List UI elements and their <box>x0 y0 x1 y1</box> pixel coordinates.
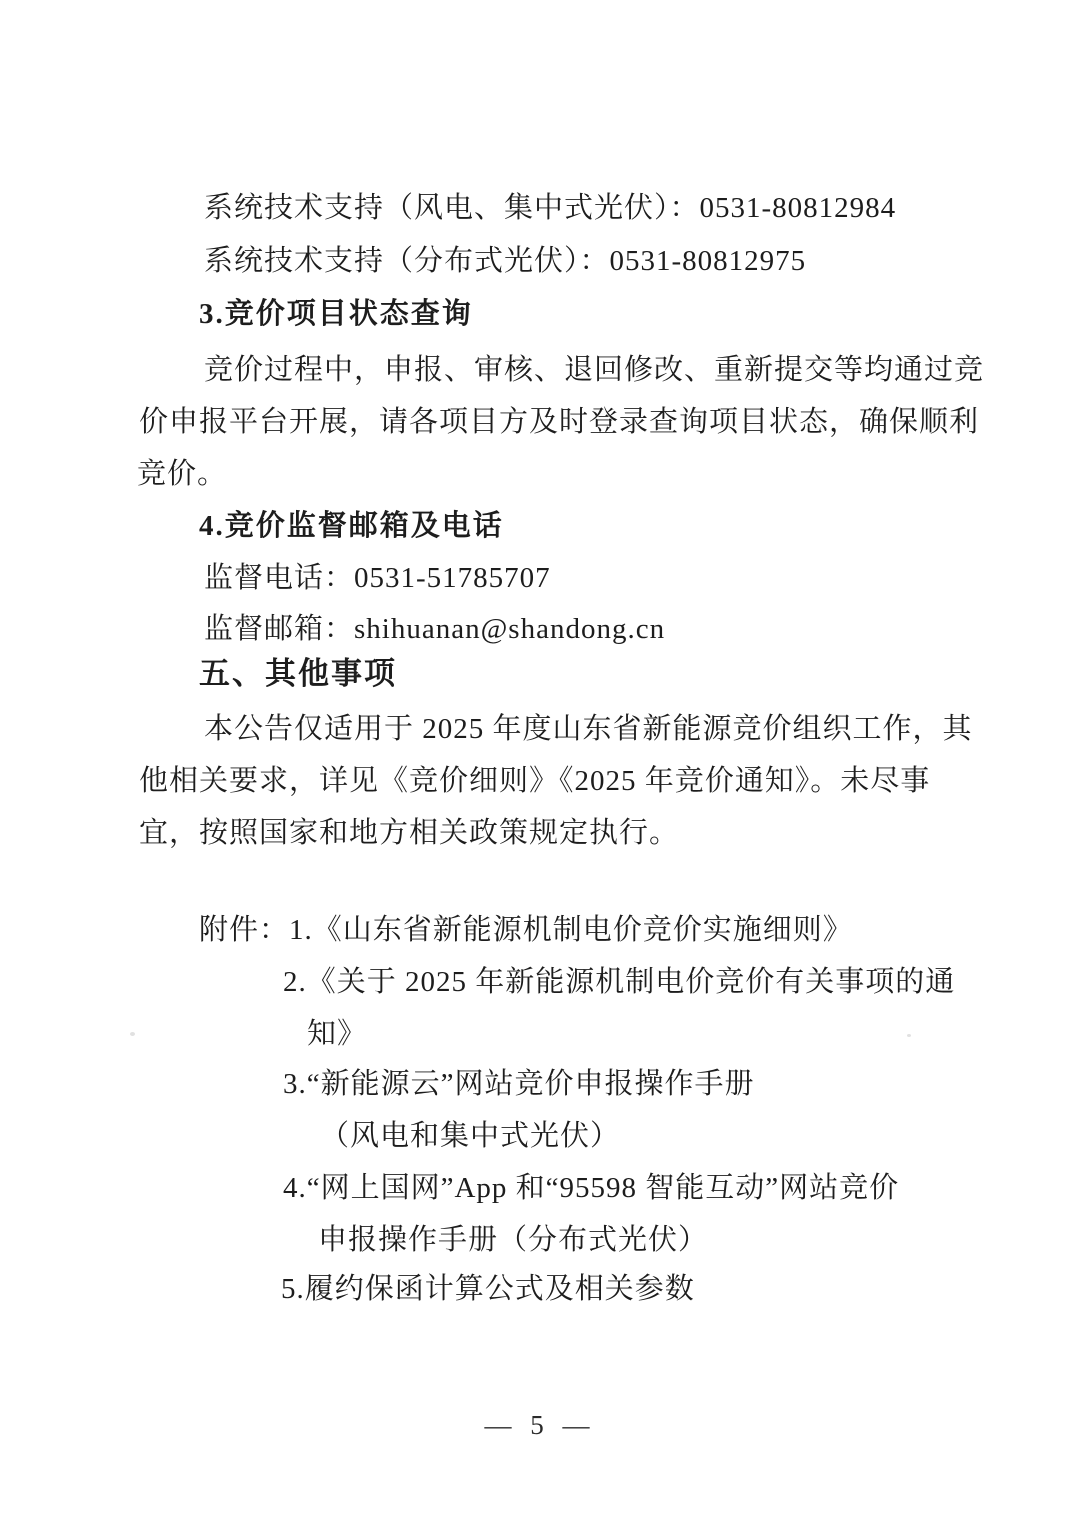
scan-speck <box>130 1032 135 1036</box>
attachment-item-4-continued: 申报操作手册（分布式光伏） <box>318 1224 709 1256</box>
attachment-item-5: 5.履约保函计算公式及相关参数 <box>281 1273 695 1305</box>
attachment-item-3: 3.“新能源云”网站竞价申报操作手册 <box>283 1068 755 1100</box>
supervision-email-line: 监督邮箱：shihuanan@shandong.cn <box>204 613 666 645</box>
attachment-item-2-continued: 知》 <box>307 1018 368 1050</box>
contact-line-wind-central-pv: 系统技术支持（风电、集中式光伏）：0531-80812984 <box>204 192 897 224</box>
attachment-item-3-continued: （风电和集中式光伏） <box>320 1120 621 1152</box>
section3-paragraph-line: 竞价过程中，申报、审核、退回修改、重新提交等均通过竞 <box>204 354 985 386</box>
contact-line-distributed-pv: 系统技术支持（分布式光伏）：0531-80812975 <box>204 245 807 277</box>
section3-paragraph-line: 竞价。 <box>137 458 228 490</box>
attachments-label: 附件： <box>199 914 290 946</box>
supervision-phone-line: 监督电话：0531-51785707 <box>204 562 551 594</box>
section5-heading: 五、其他事项 <box>199 656 397 691</box>
attachment-item-4: 4.“网上国网”App 和“95598 智能互动”网站竞价 <box>283 1172 900 1204</box>
section5-paragraph-line: 宜，按照国家和地方相关政策规定执行。 <box>139 817 680 849</box>
attachment-item-2: 2.《关于 2025 年新能源机制电价竞价有关事项的通 <box>283 966 956 998</box>
section3-heading: 3.竞价项目状态查询 <box>199 298 473 330</box>
section4-heading: 4.竞价监督邮箱及电话 <box>199 510 504 542</box>
section5-paragraph-line: 本公告仅适用于 2025 年度山东省新能源竞价组织工作，其 <box>204 713 973 745</box>
page-number: — 5 — <box>484 1410 596 1440</box>
scan-speck <box>907 1034 911 1037</box>
attachment-item-1: 1.《山东省新能源机制电价竞价实施细则》 <box>289 914 853 946</box>
attachments-row <box>199 912 853 948</box>
section3-paragraph-line: 价申报平台开展，请各项目方及时登录查询项目状态，确保顺利 <box>139 406 980 438</box>
section5-paragraph-line: 他相关要求，详见《竞价细则》《2025 年竞价通知》。未尽事 <box>139 765 931 797</box>
